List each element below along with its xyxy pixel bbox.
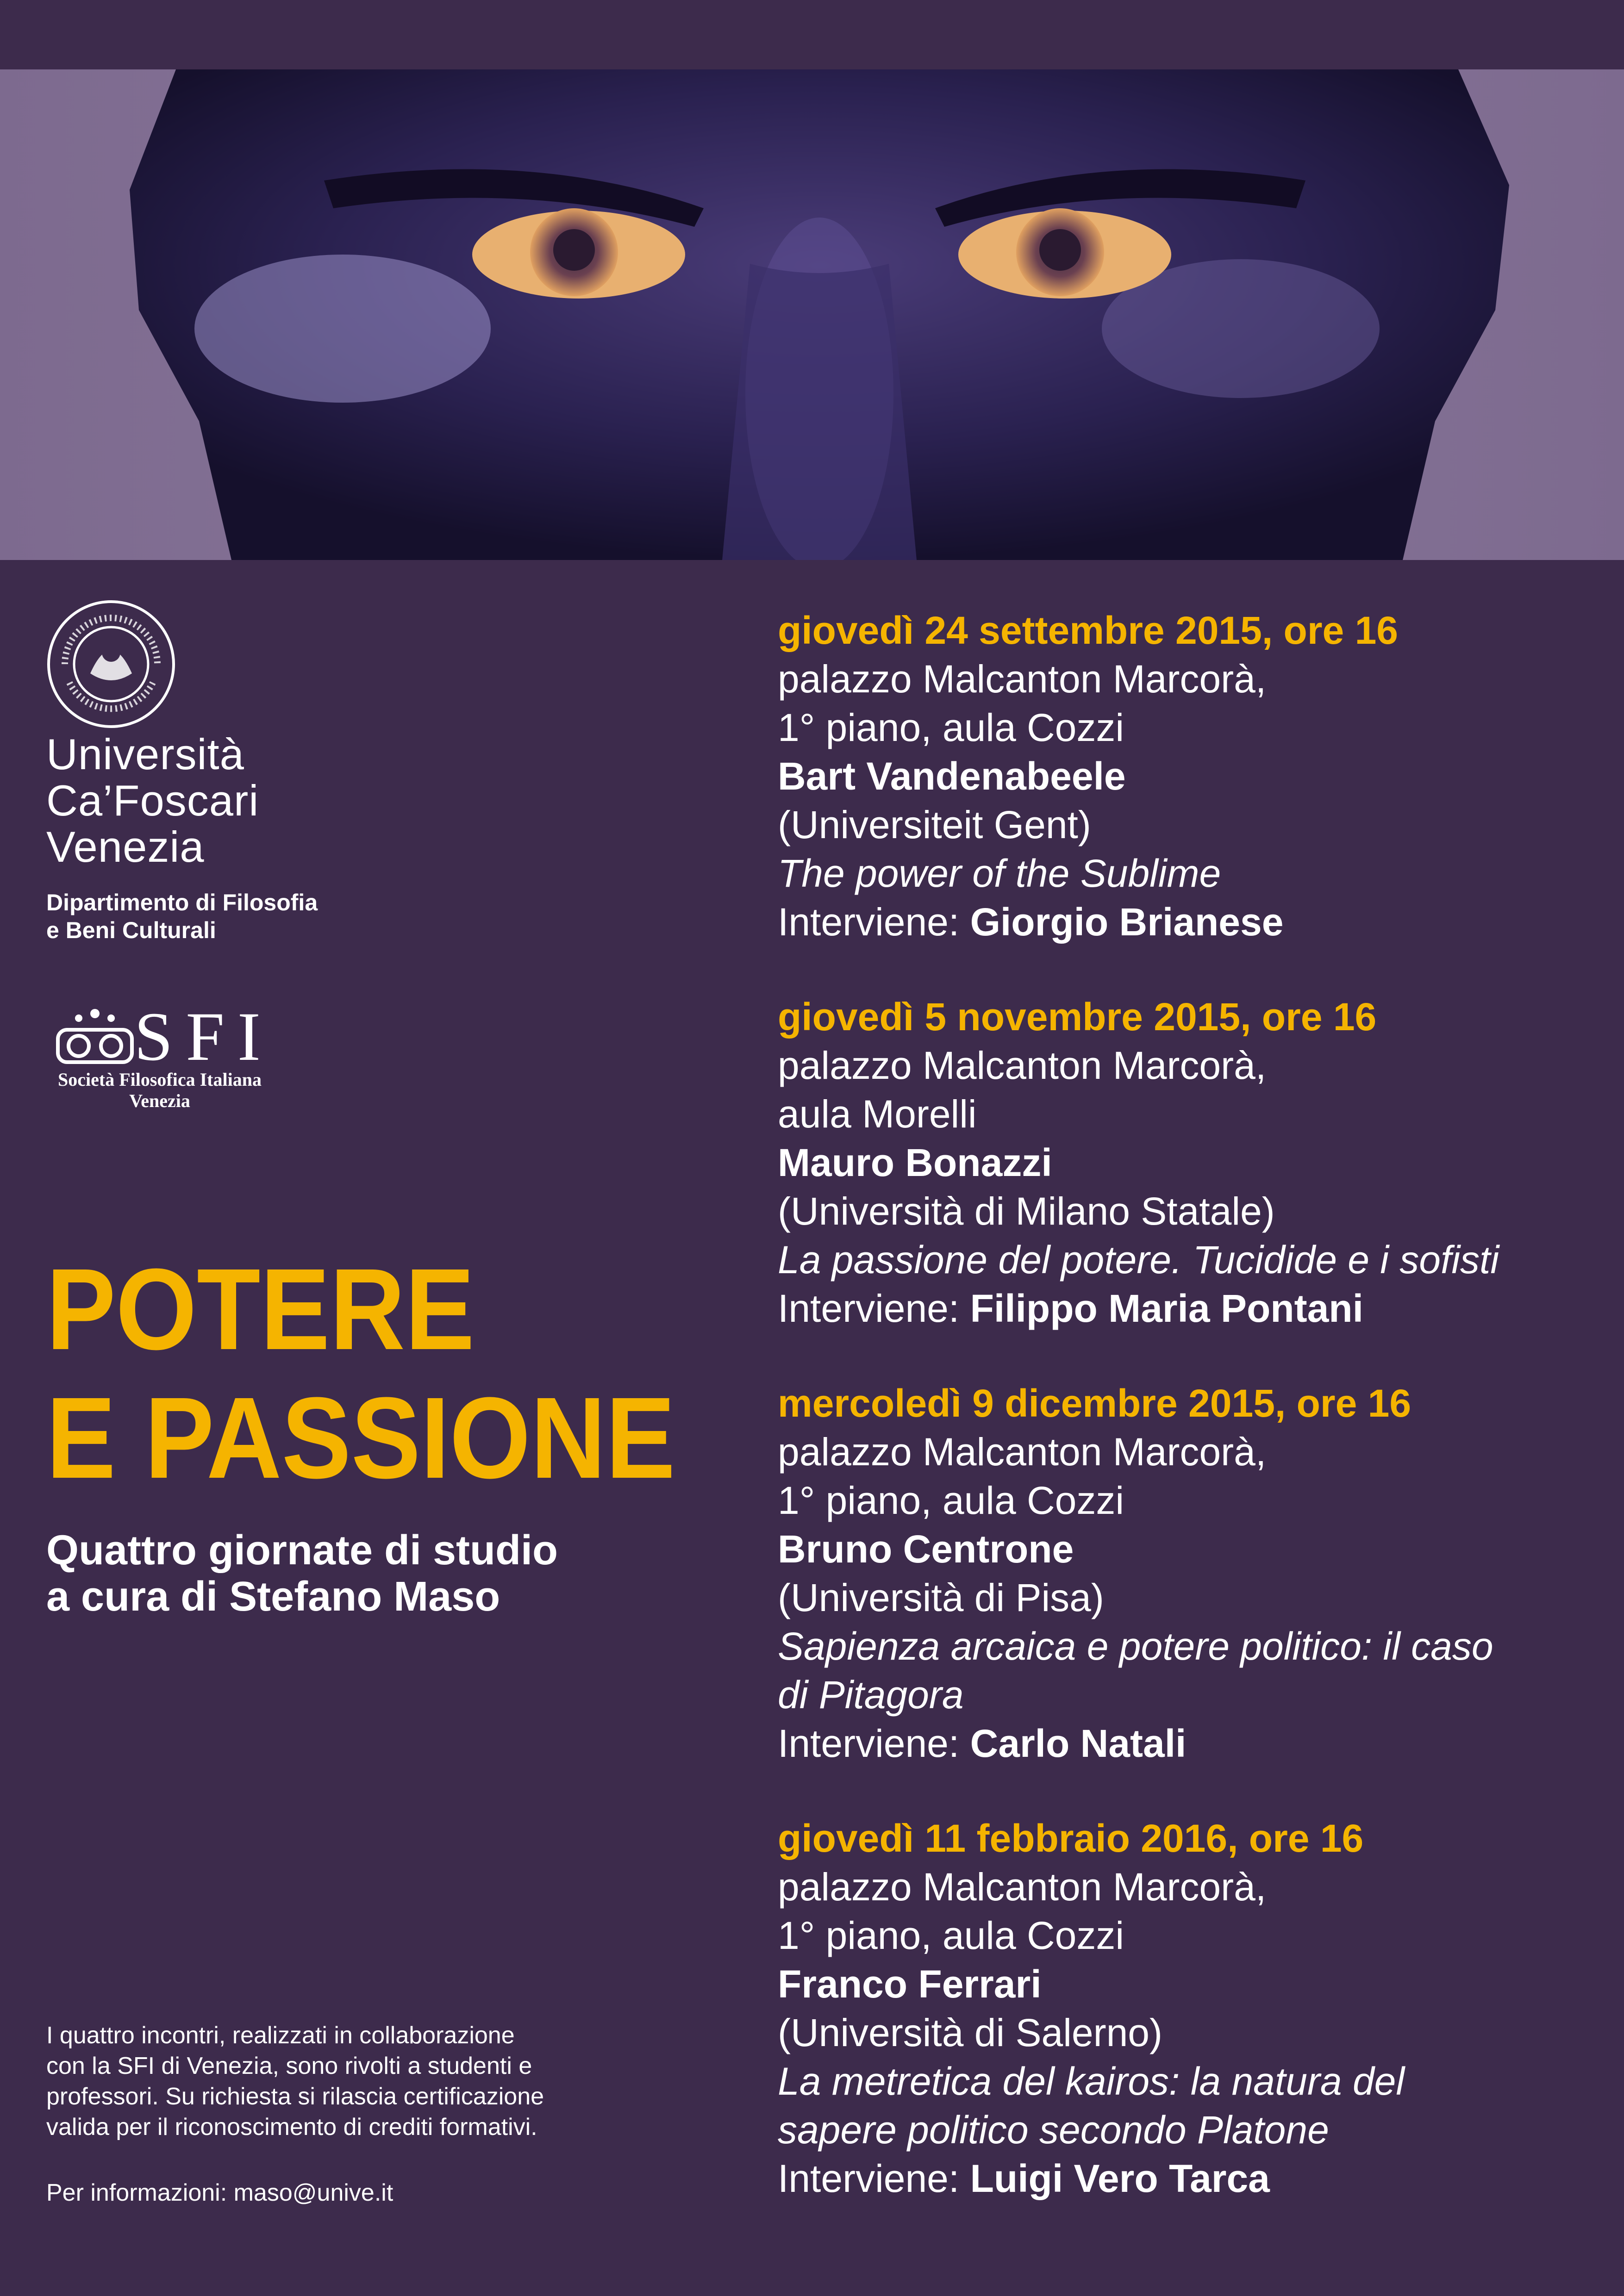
department-line: Dipartimento di Filosofia [46, 890, 318, 915]
title-line: POTERE [46, 1244, 475, 1374]
respondent-name: Carlo Natali [970, 1722, 1187, 1765]
event-respondent [778, 1719, 1602, 1768]
poster-title [46, 1245, 675, 1502]
event-topic: di Pitagora [778, 1673, 964, 1717]
event-venue: 1° piano, aula Cozzi [778, 1914, 1124, 1957]
university-name-line: Ca’Foscari [46, 776, 259, 825]
event-item [778, 606, 1602, 946]
event-date: giovedì 24 settembre 2015, ore 16 [778, 609, 1399, 652]
event-topic: sapere politico secondo Platone [778, 2108, 1329, 2152]
respondent-label: Interviene: [778, 2157, 970, 2200]
respondent-name: Giorgio Brianese [970, 900, 1284, 944]
event-venue: aula Morelli [778, 1092, 977, 1136]
bronze-head-photo [0, 69, 1624, 560]
event-topic: Sapienza arcaica e potere politico: il caso [778, 1624, 1493, 1668]
note-line: I quattro incontri, realizzati in collaborazione [46, 2022, 515, 2049]
note-line: valida per il riconoscimento di crediti formativi. [46, 2114, 537, 2140]
subtitle-line: Quattro giornate di studio [46, 1527, 558, 1574]
event-venue: palazzo Malcanton Marcorà, [778, 657, 1267, 701]
event-topic: La metretica del kairos: la natura del [778, 2060, 1405, 2103]
contact-info: Per informazioni: maso@unive.it [46, 2179, 394, 2206]
event-affiliation: (Università di Milano Statale) [778, 1189, 1275, 1233]
event-venue: palazzo Malcanton Marcorà, [778, 1044, 1267, 1087]
event-date: giovedì 5 novembre 2015, ore 16 [778, 995, 1377, 1039]
event-speaker: Mauro Bonazzi [778, 1141, 1052, 1184]
event-speaker: Franco Ferrari [778, 1962, 1042, 2006]
event-speaker: Bart Vandenabeele [778, 754, 1126, 798]
university-name [46, 731, 259, 870]
sfi-subtitle-line: Venezia [129, 1090, 190, 1111]
event-venue: 1° piano, aula Cozzi [778, 706, 1124, 749]
department-name [46, 889, 318, 944]
event-item [778, 1814, 1602, 2203]
event-respondent [778, 1284, 1602, 1333]
note-line: con la SFI di Venezia, sono rivolti a studenti e [46, 2053, 532, 2079]
event-affiliation: (Universiteit Gent) [778, 803, 1091, 846]
subtitle-line: a cura di Stefano Maso [46, 1574, 500, 1620]
event-affiliation: (Università di Pisa) [778, 1576, 1104, 1619]
bronze-face-illustration [0, 69, 1624, 560]
respondent-name: Luigi Vero Tarca [970, 2157, 1270, 2200]
sfi-subtitle [53, 1069, 266, 1112]
respondent-label: Interviene: [778, 1722, 970, 1765]
sfi-logo-text: SFI [134, 998, 274, 1075]
respondent-label: Interviene: [778, 900, 970, 944]
title-line: E PASSIONE [46, 1373, 675, 1502]
sfi-emblem-icon [51, 1004, 139, 1069]
university-name-line: Università [46, 730, 244, 778]
event-venue: palazzo Malcanton Marcorà, [778, 1430, 1267, 1474]
respondent-name: Filippo Maria Pontani [970, 1287, 1363, 1330]
respondent-label: Interviene: [778, 1287, 970, 1330]
poster-subtitle [46, 1527, 558, 1620]
event-venue: 1° piano, aula Cozzi [778, 1479, 1124, 1522]
event-respondent [778, 2154, 1602, 2203]
event-speaker: Bruno Centrone [778, 1527, 1074, 1571]
event-topic: The power of the Sublime [778, 852, 1221, 895]
top-band [0, 0, 1624, 69]
event-item [778, 993, 1602, 1333]
event-affiliation: (Università di Salerno) [778, 2011, 1162, 2054]
university-seal-icon [46, 599, 176, 729]
event-item [778, 1379, 1602, 1768]
sfi-subtitle-line: Società Filosofica Italiana [58, 1069, 262, 1090]
event-list [778, 606, 1602, 2249]
event-respondent [778, 898, 1602, 946]
event-date: mercoledì 9 dicembre 2015, ore 16 [778, 1381, 1412, 1425]
event-topic: La passione del potere. Tucidide e i sofisti [778, 1238, 1499, 1282]
department-line: e Beni Culturali [46, 917, 216, 943]
university-name-line: Venezia [46, 822, 205, 871]
info-note [46, 2020, 648, 2142]
event-date: giovedì 11 febbraio 2016, ore 16 [778, 1817, 1364, 1860]
note-line: professori. Su richiesta si rilascia certificazione [46, 2083, 544, 2110]
event-venue: palazzo Malcanton Marcorà, [778, 1865, 1267, 1909]
